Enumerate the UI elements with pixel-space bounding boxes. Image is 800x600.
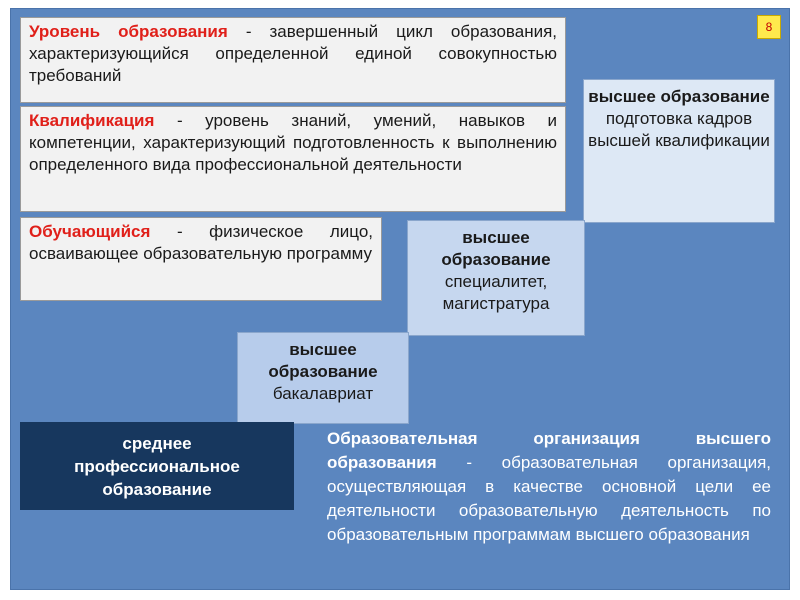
- spo-line1: среднее: [122, 433, 192, 453]
- definition-learner-term: Обучающийся: [29, 222, 151, 241]
- definition-qualification-term: Квалификация: [29, 111, 155, 130]
- step-bachelor-head: высшее образование: [268, 340, 378, 381]
- definition-qualification-box: [20, 106, 566, 212]
- step-top-sub: подготовка кадров высшей квалификации: [588, 109, 770, 150]
- step-specialist-sub: специалитет, магистратура: [442, 272, 550, 313]
- step-top-head: высшее образование: [588, 87, 770, 106]
- step-higher-bachelor: [237, 332, 409, 424]
- organization-definition: [327, 427, 771, 547]
- step-higher-top: [583, 79, 775, 223]
- page-number-badge: [757, 15, 781, 39]
- definition-level-term: Уровень образования: [29, 22, 228, 41]
- step-secondary-vocational: [20, 422, 294, 510]
- definition-qualification-text: - уровень знаний, умений, навыков и компетенции, характеризующий подготовленность к выполнению определенного вида профессиональной деятельности: [29, 111, 557, 174]
- step-specialist-head: высшее образование: [441, 228, 551, 269]
- spo-line2: профессиональное: [74, 456, 240, 476]
- definition-level-box: [20, 17, 566, 103]
- spo-line3: образование: [102, 479, 212, 499]
- definition-level-text: - завершенный цикл образования, характеризующийся определенной единой совокупностью требований: [29, 22, 558, 85]
- page-number: 8: [765, 20, 773, 34]
- definition-learner-text: - физическое лицо, осваивающее образовательную программу: [29, 222, 373, 263]
- organization-text: - образовательная организация, осуществляющая в качестве основной цели ее деятельности образовательную деятельность по образовательным программам высшего образования: [327, 453, 771, 544]
- organization-term: Образовательная организация высшего образования: [327, 429, 771, 472]
- step-bachelor-sub: бакалавриат: [272, 384, 374, 403]
- slide: [10, 8, 790, 590]
- definition-learner-box: [20, 217, 382, 301]
- step-higher-specialist: [407, 220, 585, 336]
